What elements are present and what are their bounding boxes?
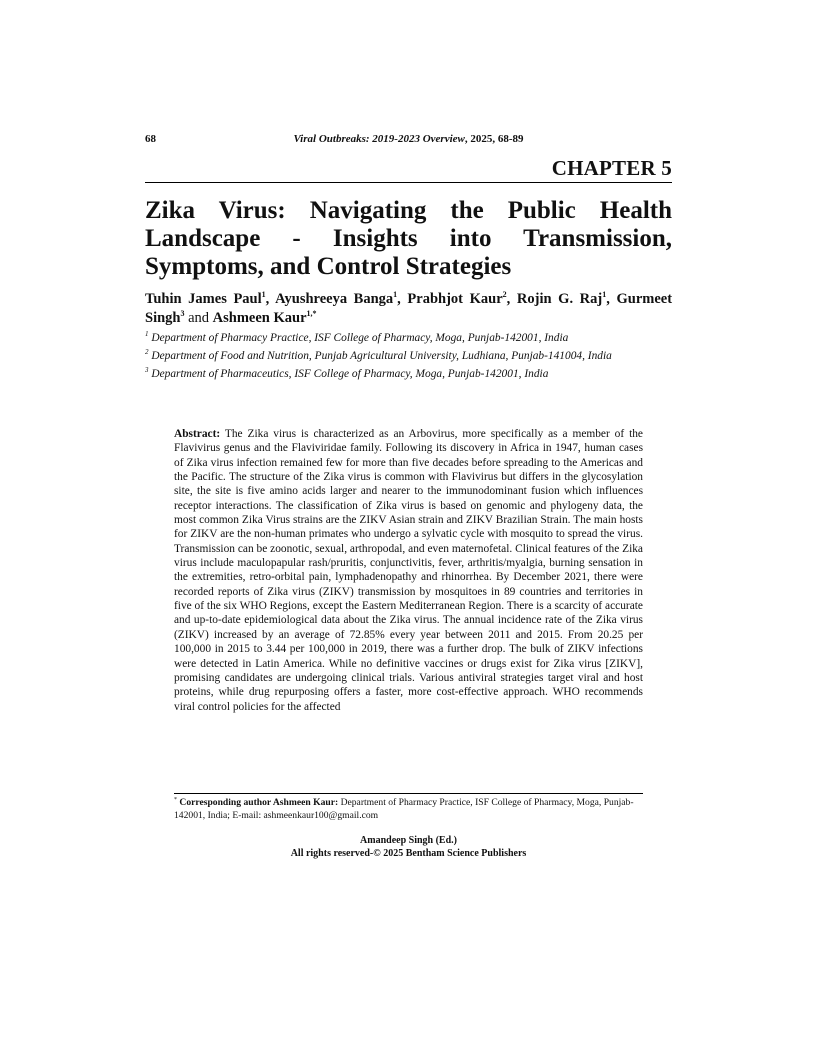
affiliation: $^3$ Department of Pharmaceutics, ISF College of Pharmacy, Moga, Punjab-142001, India: [145, 366, 549, 380]
running-header: [145, 133, 672, 145]
copyright-line: All rights reserved-© 2025 Bentham Science Publishers: [290, 847, 527, 859]
editor-name: Amandeep Singh (Ed.): [360, 835, 457, 846]
footnote-rule: [174, 793, 643, 794]
book-title: Viral Outbreaks: 2019-2023 Overview: [293, 133, 465, 145]
chapter-title: Zika Virus: Navigating the Public Health Landscape - Insights into Transmission, Symptoms, and Control Strategies: [145, 197, 672, 280]
abstract-label: Abstract:: [174, 428, 221, 440]
corresponding-author-footnote: * Corresponding author Ashmeen Kaur: Department of Pharmacy Practice, ISF College of Pharmacy, Moga, Punjab-142001, India; E-mail: ashmeenkaur100@gmail.com: [174, 796, 634, 821]
author-affiliation-marker: 2: [502, 290, 507, 300]
affiliation: $^1$ Department of Pharmacy Practice, ISF College of Pharmacy, Moga, Punjab-142001, India: [145, 330, 569, 344]
author-affiliation-marker: 3: [180, 309, 185, 319]
author: Prabhjot Kaur: [407, 291, 503, 307]
header-rule: [145, 182, 672, 183]
author-affiliation-marker: 1,*: [306, 309, 317, 319]
footnote-label: Corresponding author Ashmeen Kaur:: [179, 797, 339, 808]
footnote-text: Department of Pharmacy Practice, ISF College of Pharmacy, Moga, Punjab-142001, India; E-mail: ashmeenkaur100@gmail.com: [174, 797, 634, 821]
abstract: [174, 427, 643, 714]
author-affiliation-marker: 1: [393, 290, 398, 300]
author: Tuhin James Paul: [145, 291, 262, 307]
citation: , 2025, 68-89: [464, 133, 524, 145]
author: Ayushreeya Banga: [275, 291, 394, 307]
author-affiliation-marker: 1: [261, 290, 266, 300]
abstract-text: The Zika virus is characterized as an Arbovirus, more specifically as a member of the Flavivirus genus and the Flaviviridae family. Following its discovery in Africa in 1947, human cases of Zika virus infection remained few for more than five decades before spreading to the Americas and the Pacific. The structure of the Zika virus is common with Flavivirus but differs in the glycosylation site, the site is five amino acids larger and nearer to the immunodominant fusion which influences receptor interactions. The classification of Zika virus is based on genomic and phylogeny data, the most common Zika Virus strains are the ZIKV Asian strain and ZIKV Brazilian Strain. The main hosts for ZIKV are the non-human primates who undergo a sylvatic cycle with mosquito to spread the virus. Transmission can be zoonotic, sexual, arthropodal, and even maternofetal. Clinical features of the Zika virus include maculopapular rash/pruritis, conjunctivitis, fever, arthritis/myalgia, burning sensation in the extremities, retro-orbital pain, lymphadenopathy and rhinorrhea. By December 2021, there were recorded reports of Zika virus (ZIKV) transmission by mosquitoes in 89 countries and territories in five of the six WHO Regions, except the Eastern Mediterranean Region. There is a scarcity of accurate and up-to-date epidemiological data about the Zika virus. The annual incidence rate of the Zika virus (ZIKV) increased by an average of 72.85% every year between 2011 and 2015. From 20.25 per 100,000 in 2015 to 3.44 per 100,000 in 2019, there was a further drop. The bulk of ZIKV infections were detected in Latin America. While no definitive vaccines or drugs exist for Zika virus [ZIKV], promising candidates are undergoing clinical trials. Various antiviral strategies target viral and host proteins, while drug repurposing offers a faster, more cost-effective approach. WHO recommends viral control policies for the affected: [174, 428, 643, 713]
chapter-label: CHAPTER 5: [551, 156, 672, 180]
page-number: 68: [145, 133, 156, 145]
author: Gurmeet Singh: [145, 291, 673, 326]
affiliation-list: [145, 331, 672, 385]
author: Rojin G. Raj: [516, 291, 603, 307]
affiliation: $^2$ Department of Food and Nutrition, Punjab Agricultural University, Ludhiana, Punjab-141004, India: [145, 348, 612, 362]
author: Ashmeen Kaur: [212, 310, 307, 326]
author-affiliation-marker: 1: [602, 290, 607, 300]
author-list: Tuhin James Paul$^1$, Ayushreeya Banga$^1$, Prabhjot Kaur$^2$, Rojin G. Raj$^1$, Gurmeet Singh$^3$ and Ashmeen Kaur$^{1,*}$: [145, 290, 673, 326]
editor-credit: [145, 835, 672, 860]
